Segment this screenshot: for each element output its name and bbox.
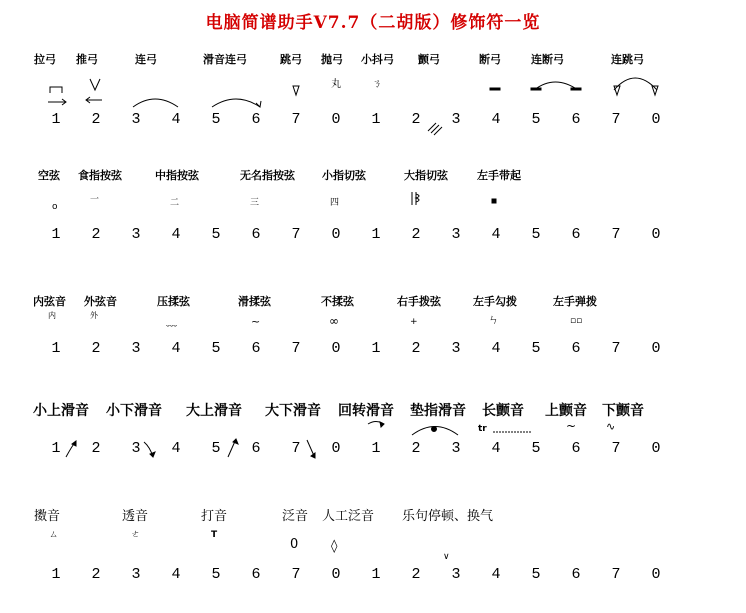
- legato-detached-dash-right-icon: [571, 88, 581, 90]
- pao-gong-symbol: 丸: [331, 79, 341, 90]
- left-hook-symbol: ㄣ: [488, 313, 499, 326]
- label-la-gong: 拉弓: [34, 53, 56, 66]
- note: 1: [51, 226, 61, 243]
- legato-spiccato-arc-icon: [614, 78, 657, 90]
- da-yin-symbol: T: [211, 530, 218, 540]
- hua-rou-symbol: ~: [251, 315, 261, 328]
- note: 0: [331, 340, 341, 357]
- label-xiaodou-gong: 小抖弓: [361, 53, 394, 66]
- label-kong-xian: 空弦: [38, 169, 60, 182]
- note: 3: [451, 340, 461, 357]
- note: 6: [251, 340, 261, 357]
- tou-yin-symbol: ㄜ: [131, 530, 141, 540]
- note: 2: [91, 340, 101, 357]
- label-pao-gong: 抛弓: [321, 53, 343, 66]
- glide-slur-arc-icon: [212, 99, 260, 107]
- label-ya-rouxian: 压揉弦: [157, 295, 190, 308]
- note: 2: [411, 440, 421, 457]
- label-waixian-yin: 外弦音: [84, 295, 117, 308]
- label-da-xia-huayin: 大下滑音: [265, 403, 321, 419]
- note: 5: [531, 111, 541, 128]
- note: 6: [571, 226, 581, 243]
- note: 0: [331, 440, 341, 457]
- note: 5: [531, 340, 541, 357]
- note: 3: [131, 226, 141, 243]
- note: 5: [531, 440, 541, 457]
- label-da-yin: 打音: [201, 509, 228, 524]
- label-zuoshou-tanbo: 左手弹拨: [553, 295, 597, 308]
- label-youshou-boxian: 右手拨弦: [397, 295, 441, 308]
- note: 7: [291, 111, 301, 128]
- label-dianzhi-huayin: 垫指滑音: [410, 403, 466, 419]
- note: 1: [51, 440, 61, 457]
- breath-mark-symbol: ∨: [443, 552, 450, 562]
- note: 7: [291, 226, 301, 243]
- label-shizhi-anxian: 食指按弦: [78, 169, 122, 182]
- note: 4: [491, 440, 501, 457]
- note: 6: [571, 111, 581, 128]
- label-da-shang-huayin: 大上滑音: [186, 403, 242, 419]
- note: 3: [131, 340, 141, 357]
- note: 3: [451, 566, 461, 583]
- note: 6: [251, 566, 261, 583]
- note: 5: [531, 226, 541, 243]
- label-xiaozhi-qiexian: 小指切弦: [322, 169, 366, 182]
- note: 3: [451, 226, 461, 243]
- note: 1: [51, 566, 61, 583]
- note: 3: [131, 111, 141, 128]
- kong-xian-symbol: o: [52, 202, 58, 212]
- note: 1: [51, 340, 61, 357]
- detached-dash-icon: [490, 88, 500, 90]
- zhongzhi-symbol: 二: [170, 198, 180, 208]
- down-trill-symbol: ∿: [606, 420, 616, 433]
- note: 0: [651, 440, 661, 457]
- page-title: 电脑简谱助手V7.7（二胡版）修饰符一览: [205, 13, 541, 33]
- label-xiao-shang-huayin: 小上滑音: [33, 403, 89, 419]
- note: 0: [331, 566, 341, 583]
- label-xia-chanyin: 下颤音: [602, 403, 644, 419]
- note: 7: [611, 566, 621, 583]
- label-liantiao-gong: 连跳弓: [611, 53, 644, 66]
- label-yueju-tingdun: 乐句停顿、换气: [402, 509, 494, 524]
- note: 2: [411, 340, 421, 357]
- note: 7: [291, 440, 301, 457]
- glide-slur-arrowhead-icon: [256, 101, 261, 107]
- note: 6: [251, 226, 261, 243]
- note: 4: [491, 226, 501, 243]
- note: 2: [91, 111, 101, 128]
- thumb-cut-icon: [412, 192, 416, 205]
- note: 2: [91, 226, 101, 243]
- label-shang-chanyin: 上颤音: [545, 403, 587, 419]
- label-lian-gong: 连弓: [135, 53, 157, 66]
- label-rengong-fanyin: 人工泛音: [322, 509, 375, 524]
- label-zuoshou-goubo: 左手勾拨: [473, 295, 517, 308]
- neixian-symbol: 内: [48, 311, 56, 320]
- note: 3: [451, 440, 461, 457]
- label-xiao-xia-huayin: 小下滑音: [106, 403, 162, 419]
- label-duan-gong: 断弓: [479, 53, 501, 66]
- small-down-slide-arrowhead-icon: [150, 452, 155, 457]
- note: 1: [51, 111, 61, 128]
- note: 3: [131, 566, 141, 583]
- note: 0: [651, 111, 661, 128]
- note: 0: [331, 226, 341, 243]
- note: 6: [571, 440, 581, 457]
- label-tui-gong: 推弓: [76, 53, 98, 66]
- note: 6: [571, 340, 581, 357]
- label-chang-chanyin: 长颤音: [482, 403, 524, 419]
- label-wumingzhi-anxian: 无名指按弦: [240, 169, 295, 182]
- tremolo-icon: [428, 123, 442, 135]
- label-zhongzhi-anxian: 中指按弦: [155, 169, 199, 182]
- note: 5: [211, 566, 221, 583]
- label-lianduan-gong: 连断弓: [531, 53, 564, 66]
- note: 0: [651, 340, 661, 357]
- label-dazhi-qiexian: 大指切弦: [404, 169, 448, 182]
- note: 4: [171, 111, 181, 128]
- left-flick-symbol: ▫▫: [570, 316, 583, 326]
- shizhi-symbol: 一: [90, 195, 100, 205]
- note: 4: [171, 226, 181, 243]
- label-tou-yin: 透音: [122, 509, 149, 524]
- note: 7: [291, 566, 301, 583]
- note: 2: [91, 440, 101, 457]
- note: 6: [251, 440, 261, 457]
- wumingzhi-symbol: 三: [250, 198, 260, 208]
- turn-slide-arrowhead-icon: [380, 422, 384, 427]
- note: 2: [91, 566, 101, 583]
- note: 4: [491, 340, 501, 357]
- note: 0: [651, 226, 661, 243]
- ya-rou-symbol: ﹏: [166, 315, 177, 328]
- left-hand-lift-icon: [492, 199, 496, 203]
- note: 2: [411, 226, 421, 243]
- note: 5: [211, 226, 221, 243]
- note: 5: [531, 566, 541, 583]
- note: 7: [611, 440, 621, 457]
- label-huayin-lian-gong: 滑音连弓: [203, 53, 247, 66]
- label-tiao-gong: 跳弓: [280, 53, 302, 66]
- note: 0: [331, 111, 341, 128]
- left-arrow-icon: [86, 97, 102, 103]
- right-pluck-symbol: +: [410, 317, 418, 327]
- xiaodou-gong-symbol: ㄋ: [372, 79, 382, 90]
- note: 7: [611, 111, 621, 128]
- note: 7: [611, 340, 621, 357]
- note: 5: [211, 111, 221, 128]
- finger-pad-dot-icon: [432, 427, 437, 432]
- label-fan-yin: 泛音: [282, 509, 309, 524]
- spiccato-icon: [293, 86, 299, 95]
- fan-yin-symbol: 0: [290, 537, 299, 552]
- note: 3: [131, 440, 141, 457]
- up-bow-icon: [90, 79, 100, 90]
- label-zuoshou-daiqi: 左手带起: [477, 169, 521, 182]
- note: 1: [371, 566, 381, 583]
- note: 4: [171, 340, 181, 357]
- note: 7: [611, 226, 621, 243]
- note: 4: [171, 440, 181, 457]
- note: 2: [411, 111, 421, 128]
- note: 4: [171, 566, 181, 583]
- label-huizhuan-huayin: 回转滑音: [338, 403, 394, 419]
- right-arrow-icon: [48, 99, 66, 105]
- note: 1: [371, 111, 381, 128]
- slur-arc-icon: [133, 99, 178, 107]
- label-bu-rouxian: 不揉弦: [321, 295, 354, 308]
- note: 4: [491, 566, 501, 583]
- legato-detached-dash-left-icon: [531, 88, 541, 90]
- note: 7: [291, 340, 301, 357]
- note: 1: [371, 340, 381, 357]
- label-hua-rouxian: 滑揉弦: [238, 295, 271, 308]
- up-trill-symbol: ~: [566, 419, 577, 433]
- label-chan-gong: 颤弓: [418, 53, 440, 66]
- down-bow-icon: [50, 87, 62, 93]
- note: 2: [411, 566, 421, 583]
- rengong-fanyin-symbol: ◊: [331, 539, 338, 554]
- note: 6: [251, 111, 261, 128]
- bu-rou-symbol: ∞: [329, 314, 339, 328]
- note: 5: [211, 340, 221, 357]
- note: 1: [371, 440, 381, 457]
- waixian-symbol: 外: [90, 311, 98, 320]
- note: 4: [491, 111, 501, 128]
- note: 1: [371, 226, 381, 243]
- sou-yin-symbol: ㄙ: [49, 530, 59, 540]
- label-sou-yin: 擞音: [34, 509, 61, 524]
- long-trill-symbol: tr: [478, 424, 487, 434]
- note: 3: [451, 111, 461, 128]
- xiaozhi-symbol: 四: [330, 198, 340, 208]
- label-neixian-yin: 内弦音: [33, 295, 66, 308]
- note: 6: [571, 566, 581, 583]
- note: 0: [651, 566, 661, 583]
- note: 5: [211, 440, 221, 457]
